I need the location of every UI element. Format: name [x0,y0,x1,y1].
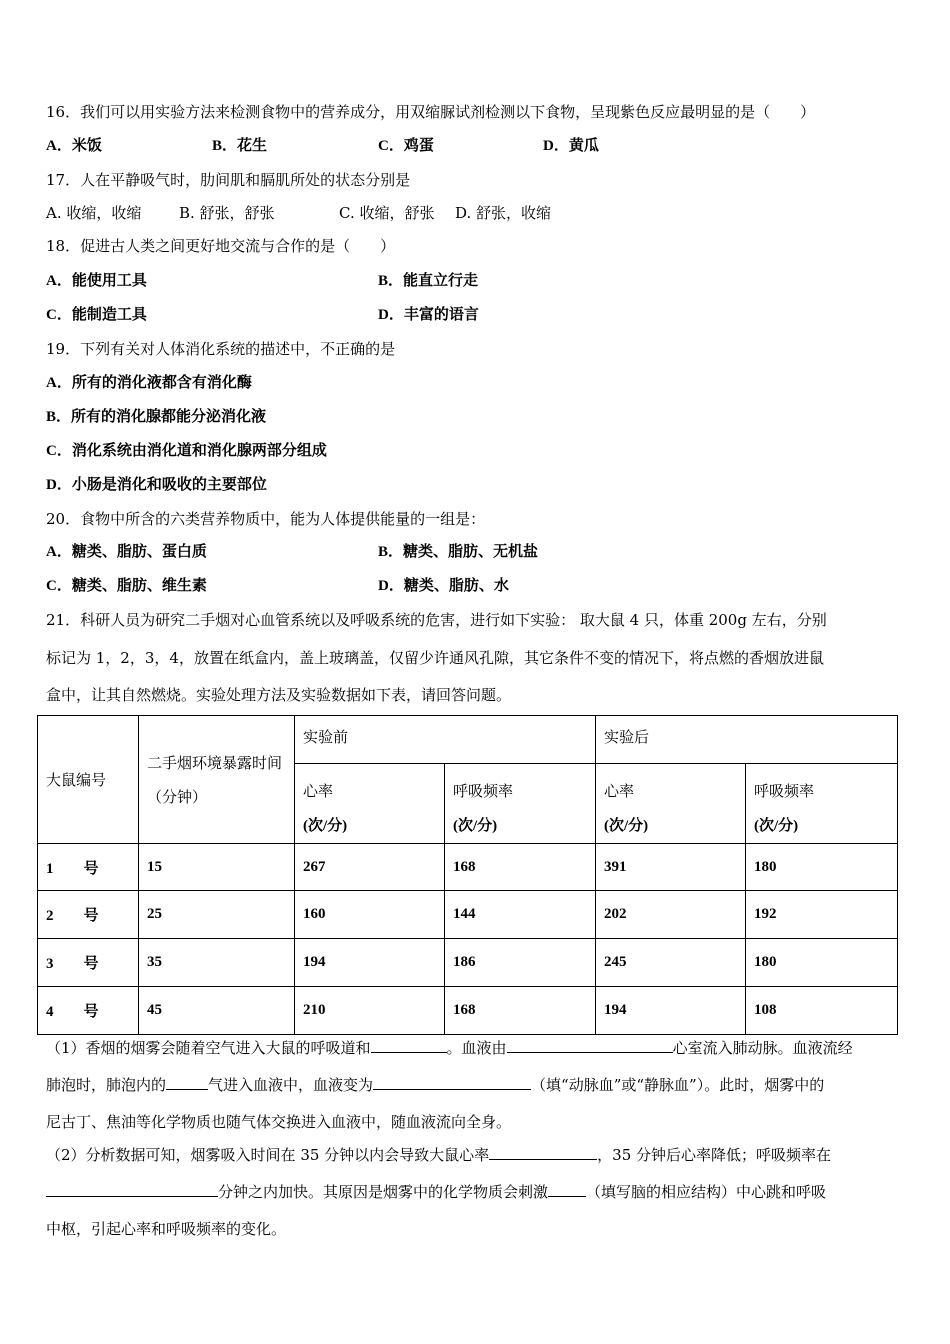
q21-part1-text: （1）香烟的烟雾会随着空气进入大鼠的呼吸道和 [46,1039,371,1057]
q21-part2-text: （填写脑的相应结构）中心跳和呼吸 [586,1183,827,1201]
q21-part1-text: 尼古丁、焦油等化学物质也随气体交换进入血液中，随血液流向全身。 [46,1113,512,1131]
q17-stem: 17．人在平静吸气时，肋间肌和膈肌所处的状态分别是 [46,171,411,189]
cell-heart-after: 194 [596,987,746,1035]
cell-rat-id: 3 号 [38,939,139,987]
cell-time: 25 [139,891,295,939]
answer-blank[interactable] [166,1075,208,1090]
q21-part1 [46,1030,910,1141]
header-heart-after: 心率 (次/分) [596,764,746,844]
cell-breath-before: 168 [445,844,596,891]
cell-rat-id: 1 号 [38,844,139,891]
q18-stem: 18．促进古人类之间更好地交流与合作的是（ ） [46,237,396,255]
header-breath-after: 呼吸频率 (次/分) [746,764,898,844]
q19-stem: 19．下列有关对人体消化系统的描述中，不正确的是 [46,340,396,358]
cell-rat-id: 4 号 [38,987,139,1035]
q18-option-d[interactable]: D．丰富的语言 [378,307,479,323]
q20-option-b[interactable]: B．糖类、脂肪、无机盐 [378,544,539,560]
cell-heart-after: 391 [596,844,746,891]
q21-part2-text: 中枢，引起心率和呼吸频率的变化。 [46,1220,287,1238]
cell-time: 15 [139,844,295,891]
q17-option-a[interactable]: A. 收缩，收缩 [46,204,142,222]
q21-part1-text: 。血液由 [446,1039,507,1057]
answer-blank[interactable] [507,1038,673,1053]
cell-rat-id: 2 号 [38,891,139,939]
cell-breath-after: 192 [746,891,898,939]
q17-option-d[interactable]: D. 舒张，收缩 [455,204,552,222]
q18-option-a[interactable]: A．能使用工具 [46,273,147,289]
q21-part1-text: （填“动脉血”或“静脉血”）。此时，烟雾中的 [531,1076,825,1094]
q20-option-c[interactable]: C．糖类、脂肪、维生素 [46,578,207,594]
q18-option-c[interactable]: C．能制造工具 [46,307,147,323]
cell-breath-after: 180 [746,844,898,891]
table-row [38,987,898,1035]
experiment-table [37,715,898,1035]
cell-heart-before: 160 [295,891,445,939]
answer-blank[interactable] [373,1075,531,1090]
q21-part1-text: 心室流入肺动脉。血液流经 [672,1039,853,1057]
header-breath-before: 呼吸频率 (次/分) [445,764,596,844]
cell-heart-before: 267 [295,844,445,891]
q21-part1-text: 气进入血液中，血液变为 [208,1076,374,1094]
q19-option-b[interactable]: B．所有的消化腺都能分泌消化液 [46,409,267,425]
answer-blank[interactable] [371,1038,447,1053]
q19-option-a[interactable]: A．所有的消化液都含有消化酶 [46,375,252,391]
q21-intro-line3: 盒中，让其自然燃烧。实验处理方法及实验数据如下表，请回答问题。 [46,686,512,704]
answer-blank[interactable] [46,1182,218,1197]
q21-part2-text: （2）分析数据可知，烟雾吸入时间在 35 分钟以内会导致大鼠心率 [46,1146,490,1164]
cell-breath-before: 144 [445,891,596,939]
q17-option-c[interactable]: C. 收缩，舒张 [339,204,435,222]
q21-intro-line2: 标记为 1，2，3，4，放置在纸盒内，盖上玻璃盖，仅留少许通风孔隙，其它条件不变的情况下，将点燃的香烟放进鼠 [46,649,824,667]
answer-blank[interactable] [489,1145,597,1160]
q16-option-d[interactable]: D．黄瓜 [543,138,599,154]
header-rat-id: 大鼠编号 [38,716,139,844]
q18-option-b[interactable]: B．能直立行走 [378,273,479,289]
table-row [38,939,898,987]
cell-heart-after: 202 [596,891,746,939]
table-row [38,844,898,891]
cell-time: 35 [139,939,295,987]
cell-time: 45 [139,987,295,1035]
cell-breath-after: 108 [746,987,898,1035]
q16-option-b[interactable]: B．花生 [212,138,268,154]
q19-option-d[interactable]: D．小肠是消化和吸收的主要部位 [46,477,267,493]
header-exposure-time: 二手烟环境暴露时间（分钟） [139,716,295,844]
q17-option-b[interactable]: B. 舒张，舒张 [179,204,275,222]
q21-part1-text: 肺泡时，肺泡内的 [46,1076,167,1094]
q16-option-a[interactable]: A．米饭 [46,138,102,154]
q21-part2-text: 分钟之内加快。其原因是烟雾中的化学物质会刺激 [218,1183,549,1201]
header-heart-before: 心率 (次/分) [295,764,445,844]
cell-breath-before: 168 [445,987,596,1035]
q20-option-a[interactable]: A．糖类、脂肪、蛋白质 [46,544,207,560]
q21-part2-text: ，35 分钟后心率降低；呼吸频率在 [597,1146,832,1164]
cell-breath-after: 180 [746,939,898,987]
q20-option-d[interactable]: D．糖类、脂肪、水 [378,578,509,594]
cell-breath-before: 186 [445,939,596,987]
q16-stem: 16．我们可以用实验方法来检测食物中的营养成分，用双缩脲试剂检测以下食物，呈现紫色反应最明显的是（ ） [46,103,816,121]
q16-option-c[interactable]: C．鸡蛋 [378,138,434,154]
q20-stem: 20．食物中所含的六类营养物质中，能为人体提供能量的一组是： [46,510,486,528]
q21-part2 [46,1137,910,1248]
header-before: 实验前 [295,716,596,764]
q21-intro-line1: 21．科研人员为研究二手烟对心血管系统以及呼吸系统的危害，进行如下实验： 取大鼠 4 只，体重 200g 左右，分别 [46,611,827,629]
answer-blank[interactable] [548,1182,586,1197]
q19-option-c[interactable]: C．消化系统由消化道和消化腺两部分组成 [46,443,327,459]
cell-heart-before: 210 [295,987,445,1035]
table-row [38,891,898,939]
cell-heart-before: 194 [295,939,445,987]
header-after: 实验后 [596,716,898,764]
cell-heart-after: 245 [596,939,746,987]
